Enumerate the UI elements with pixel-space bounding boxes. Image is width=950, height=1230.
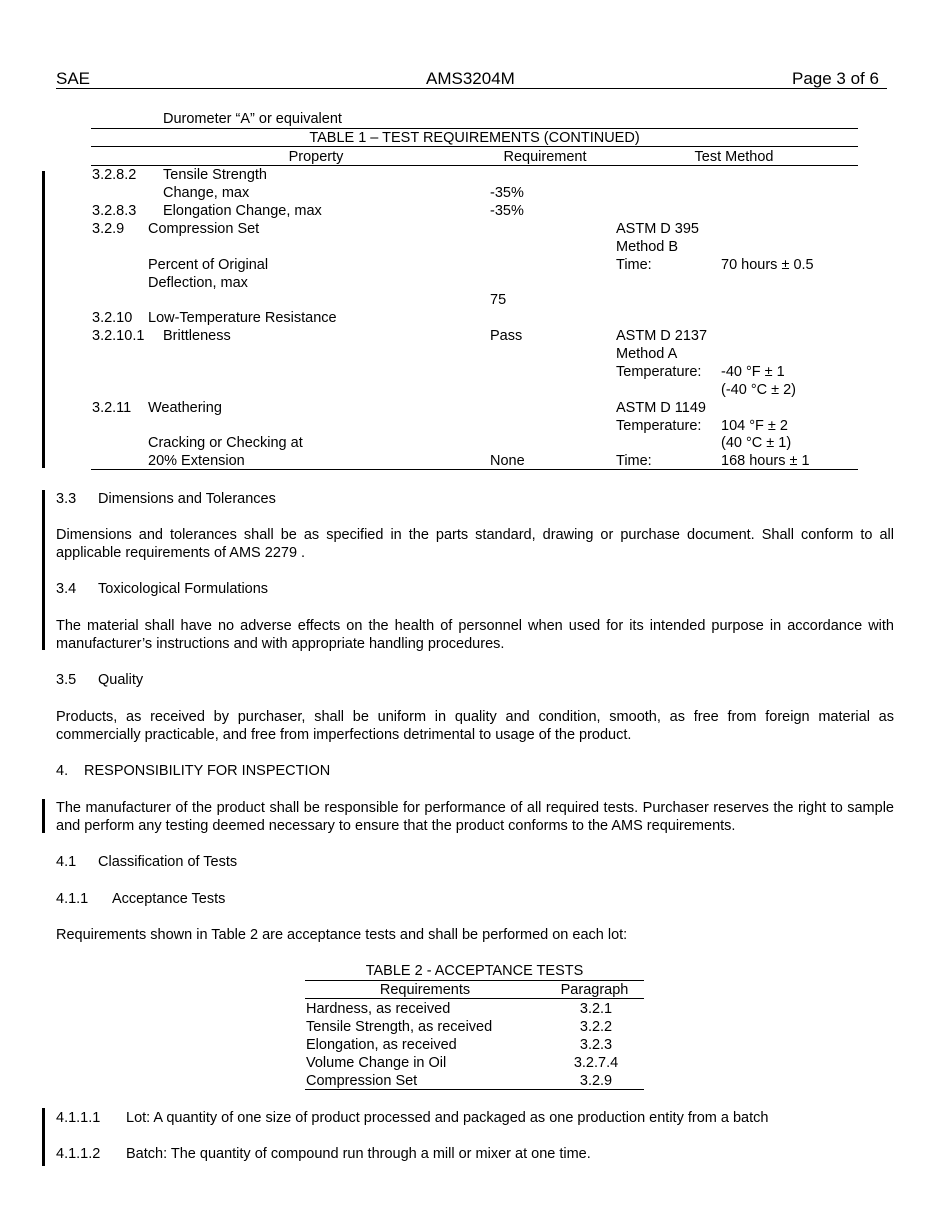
table-row-test-method: 70 hours ± 0.5	[721, 257, 814, 273]
change-bar	[42, 171, 45, 468]
paragraph: Dimensions and tolerances shall be as specified in the parts standard, drawing or purchase document. Shall conform to all applicable requirements of AMS 2279 .	[56, 527, 894, 561]
section-heading: Acceptance Tests	[112, 891, 226, 907]
section-heading: Quality	[98, 672, 144, 688]
section-number: 3.5	[56, 672, 77, 688]
change-bar	[42, 490, 45, 650]
table-row-number: 3.2.8.2	[92, 167, 137, 183]
table-row-paragraph: 3.2.9	[579, 1073, 613, 1089]
section-number: 4.1.1.1	[56, 1110, 101, 1126]
paragraph: Requirements shown in Table 2 are acceptance tests and shall be performed on each lot:	[56, 927, 628, 943]
table1-col-property: Property	[288, 149, 344, 165]
table-row-paragraph: 3.2.2	[579, 1019, 613, 1035]
paragraph: Lot: A quantity of one size of product processed and packaged as one production entity from a batch	[126, 1110, 769, 1126]
table-row-requirement: Hardness, as received	[306, 1001, 451, 1017]
table-row-property: Weathering	[148, 400, 222, 416]
table-row-test-method: (-40 °C ± 2)	[721, 382, 796, 398]
table-row-test-method: Temperature:	[616, 364, 702, 380]
table-row-property: Compression Set	[148, 221, 260, 237]
table-row-requirement: Compression Set	[306, 1073, 418, 1089]
section-number: 4.1.1	[56, 891, 89, 907]
table-row-property: Deflection, max	[148, 275, 248, 291]
table-row-test-method: Time:	[616, 257, 652, 273]
table-row-test-method: Method A	[616, 346, 678, 362]
table-row-requirement: -35%	[490, 203, 524, 219]
table2-title: TABLE 2 - ACCEPTANCE TESTS	[365, 963, 584, 979]
table-row-requirement: Volume Change in Oil	[306, 1055, 447, 1071]
header-center: AMS3204M	[426, 69, 515, 88]
table-row-number: 3.2.10	[92, 310, 133, 326]
table-row-test-method: 168 hours ± 1	[721, 453, 810, 469]
table-row-number: 3.2.8.3	[92, 203, 137, 219]
table-row-test-method: (40 °C ± 1)	[721, 435, 792, 451]
table-row-test-method: Temperature:	[616, 418, 702, 434]
header-rule	[56, 88, 887, 89]
table-row-paragraph: 3.2.1	[579, 1001, 613, 1017]
table-row-paragraph: 3.2.7.4	[573, 1055, 619, 1071]
section-number: 4.	[56, 763, 69, 779]
section-number: 4.1.1.2	[56, 1146, 101, 1162]
table-row-property: Elongation Change, max	[163, 203, 322, 219]
table-row-requirement: Elongation, as received	[306, 1037, 457, 1053]
table-row-requirement: Pass	[490, 328, 523, 344]
paragraph: The manufacturer of the product shall be responsible for performance of all required tests. Purchaser reserves the right to sample and perform any testing deemed necessary to ensure that the product conforms to the AMS requirements.	[56, 800, 894, 834]
table-row-test-method: ASTM D 1149	[616, 400, 706, 416]
table-row-requirement: None	[490, 453, 525, 469]
table-row-property: 20% Extension	[148, 453, 245, 469]
section-heading: RESPONSIBILITY FOR INSPECTION	[84, 763, 331, 779]
table-row-property: Low-Temperature Resistance	[148, 310, 337, 326]
header-left: SAE	[56, 69, 91, 88]
table-row-property: Tensile Strength	[163, 167, 267, 183]
table-row-test-method: 104 °F ± 2	[721, 418, 788, 434]
change-bar	[42, 799, 45, 833]
table-row-number: 3.2.10.1	[92, 328, 145, 344]
paragraph: Batch: The quantity of compound run through a mill or mixer at one time.	[126, 1146, 591, 1162]
section-number: 4.1	[56, 854, 77, 870]
table-row-property: Brittleness	[163, 328, 231, 344]
table-row-requirement: Tensile Strength, as received	[306, 1019, 493, 1035]
table2-col-paragraph: Paragraph	[560, 982, 629, 998]
table-row-number: 3.2.11	[92, 400, 132, 416]
table-row-test-method: -40 °F ± 1	[721, 364, 785, 380]
table-row-test-method: Time:	[616, 453, 652, 469]
paragraph: Products, as received by purchaser, shall be uniform in quality and condition, smooth, as free from foreign material as commercially practicable, and free from imperfections detrimental to usage of the product.	[56, 709, 894, 743]
table-row-requirement: -35%	[490, 185, 524, 201]
section-heading: Classification of Tests	[98, 854, 238, 870]
table-row-property: Percent of Original	[148, 257, 269, 273]
table-row-test-method: ASTM D 395	[616, 221, 699, 237]
table2-col-requirements: Requirements	[379, 982, 471, 998]
table-row-requirement: 75	[490, 292, 507, 308]
table1-title: TABLE 1 – TEST REQUIREMENTS (CONTINUED)	[309, 130, 640, 146]
table1-col-test-method: Test Method	[694, 149, 774, 165]
section-heading: Toxicological Formulations	[98, 581, 269, 597]
section-heading: Dimensions and Tolerances	[98, 491, 276, 507]
change-bar	[42, 1108, 45, 1166]
table1-col-requirement: Requirement	[503, 149, 587, 165]
table-row-property: Change, max	[163, 185, 250, 201]
table-row-test-method: Method B	[616, 239, 679, 255]
paragraph: The material shall have no adverse effects on the health of personnel when used for its intended purpose in accordance with manufacturer’s instructions and with appropriate handling procedures.	[56, 618, 894, 652]
table1-carry-over: Durometer “A” or equivalent	[163, 111, 342, 127]
table-row-number: 3.2.9	[92, 221, 125, 237]
header-right: Page 3 of 6	[792, 69, 879, 88]
table-row-property: Cracking or Checking at	[148, 435, 303, 451]
section-number: 3.3	[56, 491, 77, 507]
table-row-paragraph: 3.2.3	[579, 1037, 613, 1053]
table-row-test-method: ASTM D 2137	[616, 328, 708, 344]
section-number: 3.4	[56, 581, 77, 597]
